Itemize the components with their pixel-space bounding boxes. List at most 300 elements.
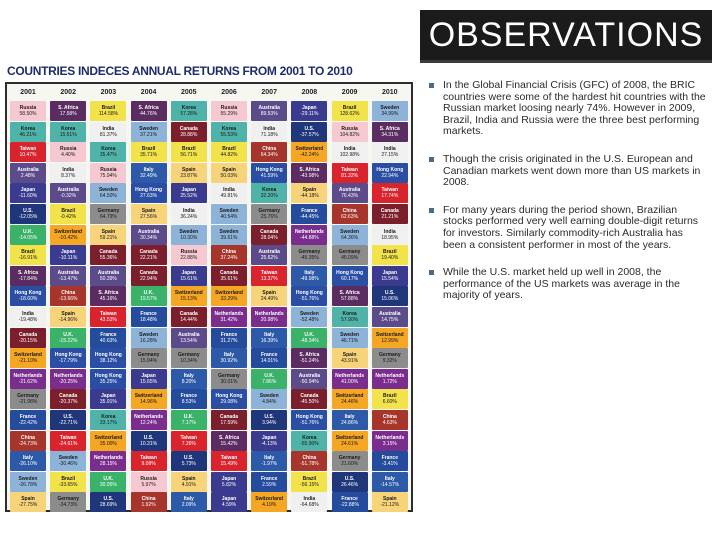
tile-country: Italy <box>304 269 315 276</box>
tile-return: 15.65% <box>140 378 158 385</box>
tile-country: Australia <box>17 166 39 173</box>
tile-country: Canada <box>179 311 198 317</box>
tile-country: Switzerland <box>94 434 123 441</box>
country-tile <box>10 410 46 430</box>
tile-return: 15.49% <box>220 461 238 468</box>
tile-country: Australia <box>338 187 361 194</box>
tile-return: 25.52% <box>180 193 198 200</box>
tile-country: France <box>301 208 318 214</box>
tile-country: Germany <box>17 393 39 400</box>
tile-return: 39.61% <box>220 234 238 241</box>
tile-country: Taiwan <box>140 455 157 462</box>
bullet-text: For many years during the period shown, Brazilian stocks performed very well earning double-digit returns for investors. Similarly commodity-rich Australia has been a consistent performer in most of the years. <box>443 203 699 251</box>
tile-return: 64.36% <box>341 234 359 241</box>
country-tile <box>332 307 368 327</box>
tile-return: 30.92% <box>220 358 238 365</box>
tile-country: Japan <box>302 105 317 111</box>
country-tile <box>372 472 408 492</box>
country-tile <box>251 307 287 327</box>
country-tile <box>131 163 167 183</box>
tile-country: China <box>262 146 277 153</box>
tile-return: 18.48% <box>140 317 158 323</box>
tile-return: 4.91% <box>181 481 196 488</box>
tile-country: Switzerland <box>295 146 324 153</box>
tile-country: U.S. <box>143 434 154 441</box>
country-tile <box>50 183 86 203</box>
country-tile <box>90 369 126 389</box>
tile-return: 16.39% <box>260 337 278 344</box>
country-tile <box>251 101 287 121</box>
tile-country: Taiwan <box>100 311 117 317</box>
tile-return: 15.94% <box>140 358 158 365</box>
tile-return: 32.49% <box>140 172 158 179</box>
country-tile <box>171 307 207 327</box>
tile-return: -17.84% <box>18 275 38 282</box>
country-tile <box>10 472 46 492</box>
tile-return: -21.62% <box>18 378 38 385</box>
country-tile <box>50 431 86 451</box>
tile-country: Russia <box>180 249 197 256</box>
country-tile <box>332 183 368 203</box>
tile-return: 33.29% <box>220 296 238 303</box>
tile-return: 4.40% <box>61 152 76 159</box>
tile-return: 38.12% <box>99 358 117 365</box>
tile-return: -51.78% <box>300 461 319 468</box>
tile-return: -30.46% <box>58 461 78 468</box>
country-tile <box>131 451 167 471</box>
country-tile <box>50 204 86 224</box>
country-tile <box>372 389 408 409</box>
tile-return: -33.65% <box>58 481 78 488</box>
tile-country: Germany <box>177 352 200 359</box>
tile-country: China <box>382 414 397 420</box>
country-tile <box>291 348 327 368</box>
tile-country: Hong Kong <box>14 290 42 297</box>
tile-country: Italy <box>183 496 194 503</box>
tile-country: Italy <box>344 414 355 420</box>
tile-return: -22.42% <box>18 420 38 426</box>
country-tile <box>90 451 126 471</box>
tile-return: 37.21% <box>140 131 158 138</box>
tile-return: -20.25% <box>58 378 78 385</box>
tile-return: 50.03% <box>220 172 238 179</box>
tile-country: Sweden <box>139 125 159 132</box>
country-tile <box>131 389 167 409</box>
tile-return: 55.53% <box>220 131 238 138</box>
country-tile <box>171 245 207 265</box>
country-tile <box>251 204 287 224</box>
bullet-item <box>425 205 707 251</box>
tile-country: Sweden <box>18 475 38 482</box>
tile-country: Switzerland <box>174 290 203 297</box>
bullet-item <box>425 154 707 189</box>
tile-country: China <box>342 208 357 214</box>
country-tile <box>10 492 46 512</box>
country-tile <box>211 492 247 512</box>
country-tile <box>332 348 368 368</box>
tile-return: -14.96% <box>58 317 78 323</box>
tile-country: Japan <box>382 269 398 276</box>
tile-return: 19.40% <box>381 255 399 262</box>
country-tile <box>50 348 86 368</box>
tile-return: 10.47% <box>19 152 37 159</box>
figure-title: COUNTRIES INDECES ANNUAL RETURNS FROM 2001 TO 2010 <box>7 64 353 78</box>
country-tile <box>291 163 327 183</box>
country-tile <box>50 245 86 265</box>
country-tile <box>10 245 46 265</box>
bullet-item <box>425 267 707 302</box>
country-tile <box>50 328 86 348</box>
tile-return: -55.90% <box>300 440 319 447</box>
tile-country: U.K. <box>103 475 114 482</box>
tile-country: Korea <box>20 125 36 132</box>
tile-return: 4.84% <box>262 399 277 406</box>
tile-return: 14.44% <box>180 317 198 323</box>
tile-country: Switzerland <box>14 352 42 359</box>
tile-country: Japan <box>60 249 76 256</box>
tile-country: Netherlands <box>254 311 284 317</box>
tile-return: 45.16% <box>99 296 117 303</box>
tile-country: Australia <box>137 228 160 235</box>
tile-country: Spain <box>181 475 196 482</box>
tile-return: 8.37% <box>61 172 76 179</box>
country-tile <box>171 410 207 430</box>
country-tile <box>10 328 46 348</box>
tile-return: 4.63% <box>382 420 397 426</box>
tile-country: Sweden <box>259 393 279 400</box>
tile-return: 1.92% <box>141 502 156 509</box>
country-tile <box>50 389 86 409</box>
tile-return: -51.24% <box>300 358 319 365</box>
tile-country: U.S. <box>183 455 194 462</box>
tile-country: Hong Kong <box>94 372 122 379</box>
country-tile <box>10 307 46 327</box>
country-tile <box>131 492 167 512</box>
country-tile <box>332 472 368 492</box>
country-tile <box>332 492 368 512</box>
tile-return: 13.37% <box>260 275 278 282</box>
country-tile <box>50 307 86 327</box>
tile-return: -20.15% <box>18 337 38 344</box>
country-tile <box>251 163 287 183</box>
country-tile <box>251 431 287 451</box>
tile-return: 60.17% <box>341 275 359 282</box>
year-label: 2003 <box>100 89 117 96</box>
tile-return: 35.00% <box>99 440 117 447</box>
tile-return: 27.56% <box>140 214 158 220</box>
country-tile <box>211 204 247 224</box>
tile-return: -44.45% <box>300 214 319 220</box>
tile-return: -52.48% <box>300 317 319 323</box>
tile-return: 21.21% <box>381 214 399 220</box>
bullet-marker <box>429 157 434 162</box>
tile-return: -19.48% <box>18 317 38 323</box>
country-tile <box>131 101 167 121</box>
country-tile <box>332 245 368 265</box>
tile-return: -13.66% <box>58 296 78 303</box>
tile-country: Switzerland <box>335 393 364 400</box>
country-tile <box>10 225 46 245</box>
tile-country: U.S. <box>344 475 355 482</box>
tile-return: 27.15% <box>381 152 399 159</box>
tile-country: China <box>21 434 35 441</box>
tile-return: -17.79% <box>58 358 78 365</box>
country-tile <box>90 348 126 368</box>
tile-country: Korea <box>302 434 317 441</box>
tile-return: 16.28% <box>140 337 158 344</box>
tile-return: 104.82% <box>339 131 360 138</box>
tile-country: India <box>383 228 396 235</box>
tile-country: Korea <box>101 146 116 153</box>
tile-return: 10.34% <box>180 358 198 365</box>
tile-country: Japan <box>181 269 197 276</box>
tile-return: 5.73% <box>181 461 196 468</box>
tile-country: Australia <box>258 105 280 111</box>
tile-country: Sweden <box>340 228 360 235</box>
country-tile <box>251 142 287 162</box>
tile-country: Switzerland <box>335 434 364 441</box>
tile-return: 9.08% <box>141 461 156 468</box>
country-tile <box>372 183 408 203</box>
country-tile <box>50 410 86 430</box>
country-tile <box>251 410 287 430</box>
tile-country: U.K. <box>143 290 154 297</box>
country-tile <box>291 142 327 162</box>
tile-country: Germany <box>338 249 361 256</box>
country-tile <box>291 328 327 348</box>
country-tile <box>50 266 86 286</box>
tile-return: 28.04% <box>260 234 278 241</box>
tile-country: Germany <box>137 352 160 359</box>
country-tile <box>131 307 167 327</box>
returns-grid <box>5 82 413 512</box>
tile-country: S. Africa <box>218 434 240 441</box>
country-tile <box>10 431 46 451</box>
country-tile <box>211 369 247 389</box>
tile-return: 40.54% <box>220 214 238 220</box>
country-tile <box>10 142 46 162</box>
year-label: 2002 <box>60 89 76 96</box>
tile-return: 17.58% <box>59 111 77 117</box>
tile-country: U.K. <box>63 331 74 338</box>
country-tile <box>332 225 368 245</box>
country-tile <box>10 101 46 121</box>
bullet-marker <box>429 270 434 275</box>
tile-country: Switzerland <box>54 228 83 235</box>
bullet-text: While the U.S. market held up well in 2008, the performance of the US markets was average in the majority of years. <box>443 266 680 302</box>
tile-return: 22.94% <box>140 275 158 282</box>
tile-return: 13.54% <box>180 337 198 344</box>
country-tile <box>291 472 327 492</box>
tile-return: 8.20% <box>181 378 196 385</box>
tile-return: 15.54% <box>381 275 399 282</box>
tile-country: Canada <box>139 249 158 256</box>
country-tile <box>131 245 167 265</box>
tile-country: India <box>22 311 34 317</box>
country-tile <box>251 266 287 286</box>
tile-country: U.K. <box>23 228 33 235</box>
country-tile <box>211 225 247 245</box>
tile-country: India <box>62 166 75 173</box>
tile-country: Canada <box>300 393 319 400</box>
tile-return: -45.35% <box>300 255 319 262</box>
country-tile <box>50 122 86 142</box>
tile-country: Korea <box>101 414 116 420</box>
tile-country: Hong Kong <box>135 187 163 194</box>
tile-country: India <box>383 146 396 153</box>
country-tile <box>332 328 368 348</box>
country-tile <box>332 163 368 183</box>
tile-country: China <box>141 496 156 503</box>
tile-return: 3.15% <box>382 440 397 447</box>
tile-country: France <box>260 352 278 359</box>
tile-country: Taiwan <box>260 269 278 276</box>
country-tile <box>251 245 287 265</box>
tile-return: -49.98% <box>300 275 319 282</box>
bullet-item <box>425 80 707 138</box>
tile-return: 15.13% <box>180 296 198 303</box>
tile-return: -27.75% <box>18 502 38 509</box>
tile-country: France <box>341 496 358 503</box>
tile-return: 30.01% <box>220 378 238 385</box>
country-tile <box>291 369 327 389</box>
tile-return: 55.36% <box>99 255 117 262</box>
tile-country: U.S. <box>264 414 275 420</box>
country-tile <box>251 225 287 245</box>
country-tile <box>332 451 368 471</box>
tile-return: -15.22% <box>58 337 78 344</box>
tile-country: France <box>180 393 197 400</box>
tile-return: 20.98% <box>260 317 278 323</box>
tile-return: 23.87% <box>180 172 198 179</box>
tile-country: Australia <box>97 269 120 276</box>
country-tile <box>291 204 327 224</box>
tile-return: 26.46% <box>341 481 359 488</box>
country-tile <box>171 101 207 121</box>
tile-country: Taiwan <box>381 187 399 194</box>
tile-country: Netherlands <box>214 311 244 317</box>
tile-return: -10.42% <box>58 234 78 241</box>
tile-return: 81.32% <box>341 172 359 179</box>
tile-return: 14.96% <box>140 399 158 406</box>
tile-return: 31.27% <box>220 337 238 344</box>
country-tile <box>10 451 46 471</box>
tile-country: S. Africa <box>98 290 119 297</box>
tile-country: Hong Kong <box>255 166 283 173</box>
country-tile <box>372 492 408 512</box>
tile-return: 44.82% <box>220 152 238 159</box>
tile-return: -16.91% <box>18 255 38 262</box>
tile-country: Japan <box>20 187 36 194</box>
tile-return: -4.13% <box>261 440 278 447</box>
tile-return: -26.78% <box>18 481 38 488</box>
tile-return: 58.50% <box>19 111 37 117</box>
country-tile <box>10 348 46 368</box>
tile-return: 35.47% <box>99 152 117 159</box>
country-tile <box>50 101 86 121</box>
tile-return: 71.18% <box>260 131 278 138</box>
tile-country: Brazil <box>302 475 317 482</box>
country-tile <box>372 204 408 224</box>
tile-return: 1.72% <box>382 378 397 385</box>
country-tile <box>211 410 247 430</box>
tile-country: China <box>222 249 236 256</box>
tile-return: 41.59% <box>260 172 278 179</box>
country-tile <box>90 163 126 183</box>
country-tile <box>251 286 287 306</box>
tile-return: 34.99% <box>381 111 399 117</box>
tile-return: 56.71% <box>180 152 198 159</box>
country-tile <box>10 369 46 389</box>
tile-return: -51.76% <box>300 296 319 303</box>
tile-country: Australia <box>178 331 200 338</box>
country-tile <box>90 204 126 224</box>
tile-country: Germany <box>298 249 321 256</box>
tile-country: Hong Kong <box>54 352 82 359</box>
country-tile <box>211 122 247 142</box>
tile-return: 9.32% <box>382 358 397 365</box>
country-tile <box>90 472 126 492</box>
tile-return: 28.88% <box>180 131 198 138</box>
tile-return: 76.43% <box>341 193 359 200</box>
country-tile <box>211 431 247 451</box>
country-tile <box>90 225 126 245</box>
country-tile <box>211 266 247 286</box>
tile-country: Sweden <box>219 208 239 214</box>
year-label: 2007 <box>261 89 277 96</box>
tile-country: Hong Kong <box>295 414 323 420</box>
tile-country: Canada <box>380 208 399 214</box>
tile-country: Germany <box>338 455 361 462</box>
tile-return: 6.60% <box>382 399 397 406</box>
country-tile <box>90 183 126 203</box>
tile-return: -18.60% <box>18 296 38 303</box>
bullet-text: Though the crisis originated in the U.S. European and Canadian markets went down more than US markets in 2008. <box>443 152 701 189</box>
country-tile <box>291 492 327 512</box>
tile-return: -22.88% <box>340 502 359 509</box>
tile-country: Sweden <box>299 311 319 317</box>
tile-return: 14.75% <box>381 317 399 323</box>
bullet-marker <box>429 83 434 88</box>
tile-country: Canada <box>59 393 78 400</box>
country-tile <box>90 142 126 162</box>
country-tile <box>50 163 86 183</box>
tile-return: 59.21% <box>99 234 117 241</box>
tile-country: Sweden <box>139 331 159 338</box>
country-tile <box>171 348 207 368</box>
country-tile <box>90 266 126 286</box>
tile-country: Hong Kong <box>295 290 323 297</box>
tile-country: U.K. <box>304 331 315 338</box>
tile-country: Canada <box>139 269 158 276</box>
tile-return: 32.20% <box>260 193 278 200</box>
country-tile <box>10 163 46 183</box>
country-tile <box>332 204 368 224</box>
tile-country: S. Africa <box>58 105 79 111</box>
tile-return: 57.28% <box>180 111 198 117</box>
tile-country: U.S. <box>103 496 114 503</box>
tile-country: Hong Kong <box>336 269 364 276</box>
tile-return: 31.42% <box>220 317 238 323</box>
tile-country: Italy <box>143 166 154 173</box>
tile-return: -34.73% <box>58 502 78 509</box>
country-tile <box>251 492 287 512</box>
tile-country: India <box>223 187 235 194</box>
tile-return: -21.98% <box>18 399 38 406</box>
tile-return: 57.90% <box>341 317 359 323</box>
tile-return: -1.97% <box>261 461 278 468</box>
tile-country: Canada <box>219 414 239 420</box>
